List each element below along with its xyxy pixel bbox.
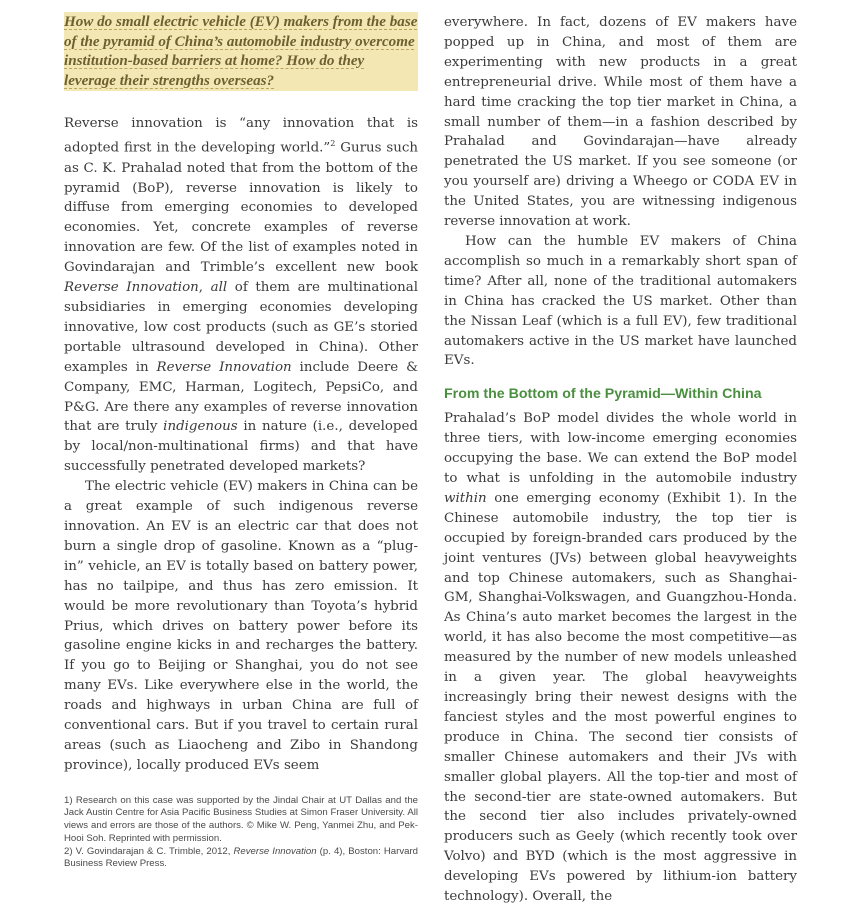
text-run: Reverse innovation is “any innovation that is adopted first in the developing world.”	[64, 116, 418, 156]
footnote-1: 1) Research on this case was supported by the Jindal Chair at UT Dallas and the Jack Austin Centre for Asia Pacific Business Studies at Simon Fraser University. All views and errors are those of the authors. © Mike W. Peng, Yanmei Zhu, and Pek-Hooi Soh. Reprinted with permission.	[64, 794, 418, 844]
emphasis: within	[444, 490, 487, 506]
book-title: Reverse Innovation	[233, 845, 317, 857]
left-column	[64, 0, 418, 871]
emphasis: all	[210, 280, 228, 296]
paragraph-reverse-innovation	[64, 114, 418, 477]
footnote-ref-2[interactable]: 2	[330, 139, 336, 149]
footnotes	[64, 795, 418, 871]
emphasis: indigenous	[163, 419, 238, 435]
case-question-text: How do small electric vehicle (EV) makers from the base of the pyramid of China’s automobile industry overcome institution-based barriers at home? How do they leverage their strengths overseas?	[64, 14, 418, 89]
text-run: in nature (i.e., developed by local/non-multinational firms) and that have successfully penetrated developed markets?	[64, 419, 418, 475]
text-run: Gurus such as C. K. Prahalad noted that from the bottom of the pyramid (BoP), reverse innovation is likely to diffuse from emerging economies to developed economies. Yet, concrete examples of reverse innovation are few. Of the list of examples noted in Govindarajan and Trimble’s excellent new book	[64, 140, 418, 276]
case-question-callout	[64, 12, 418, 91]
text-run: include Deere & Company, EMC, Harman, Logitech, PepsiCo, and P&G. Are there any examples of reverse innovation that are truly	[64, 359, 418, 435]
paragraph-humble-ev-makers: How can the humble EV makers of China accomplish so much in a remarkably short span of time? After all, none of the traditional automakers in China has cracked the US market. Other than the Nissan Leaf (which is a full EV), few traditional automakers active in the US market have launched EVs.	[444, 233, 797, 369]
footnote-2	[64, 846, 418, 871]
paragraph-everywhere: everywhere. In fact, dozens of EV makers have popped up in China, and most of them are experimenting with new products in a great entrepreneurial drive. While most of them have a hard time cracking the top tier market in China, a small number of them—in a fashion described by Prahalad and Govindarajan—have already penetrated the US market. If you see someone (or you yourself are) driving a Wheego or CODA EV in the United States, you are witnessing indigenous reverse innovation at work.	[444, 15, 797, 230]
book-title: Reverse Innovation	[156, 359, 292, 375]
book-title: Reverse Innovation	[64, 280, 199, 296]
text-run: ,	[198, 280, 211, 296]
text-run: 2) V. Govindarajan & C. Trimble, 2012,	[64, 845, 234, 857]
text-run: Prahalad’s BoP model divides the whole world in three tiers, with low-income emerging economies occupying the base. We can extend the BoP model to what is unfolding in the automobile industry	[444, 411, 797, 487]
section-heading: From the Bottom of the Pyramid—Within China	[444, 386, 762, 403]
text-run: of them are multinational subsidiaries in emerging economies developing innovative, low cost products (such as GE’s storied portable ultrasound developed in China). Other examples in	[64, 280, 418, 375]
paragraph-bop-model	[444, 409, 797, 907]
text-run: one emerging economy (Exhibit 1). In the Chinese automobile industry, the top tier is occupied by foreign-branded cars produced by the joint ventures (JVs) between global heavyweights and top Chinese automakers, such as Shanghai-GM, Shanghai-Volkswagen, and Guangzhou-Honda. As China’s auto market becomes the largest in the world, it has also become the most competitive—as measured by the number of new models unleashed in a given year. The global heavyweights increasingly bring their newest designs with the fanciest styles and the most powerful engines to produce in China. The second tier consists of smaller Chinese automakers and their JVs with smaller global players. All the top-tier and most of the second-tier are state-owned automakers. But the second tier also includes privately-owned producers such as Geely (which recently took over Volvo) and BYD (which is the most aggressive in developing EVs powered by lithium-ion battery technology). Overall, the	[444, 490, 797, 905]
left-body	[64, 114, 418, 775]
paragraph-ev-makers: The electric vehicle (EV) makers in China can be a great example of such indigenous reverse innovation. An EV is an electric car that does not burn a single drop of gasoline. Known as a “plug-in” vehicle, an EV is totally based on battery power, has no tailpipe, and thus has zero emission. It would be more revolutionary than Toyota’s hybrid Prius, which drives on battery power before its gasoline engine kicks in and recharges the battery. If you go to Beijing or Shanghai, you do not see many EVs. Like everywhere else in the world, the roads and highways in urban China are full of conventional cars. But if you travel to certain rural areas (such as Liaocheng and Zibo in Shandong province), locally produced EVs seem	[64, 479, 418, 773]
right-column	[444, 13, 797, 907]
text-run: (p. 4), Boston: Harvard Business Review Press.	[64, 845, 418, 870]
